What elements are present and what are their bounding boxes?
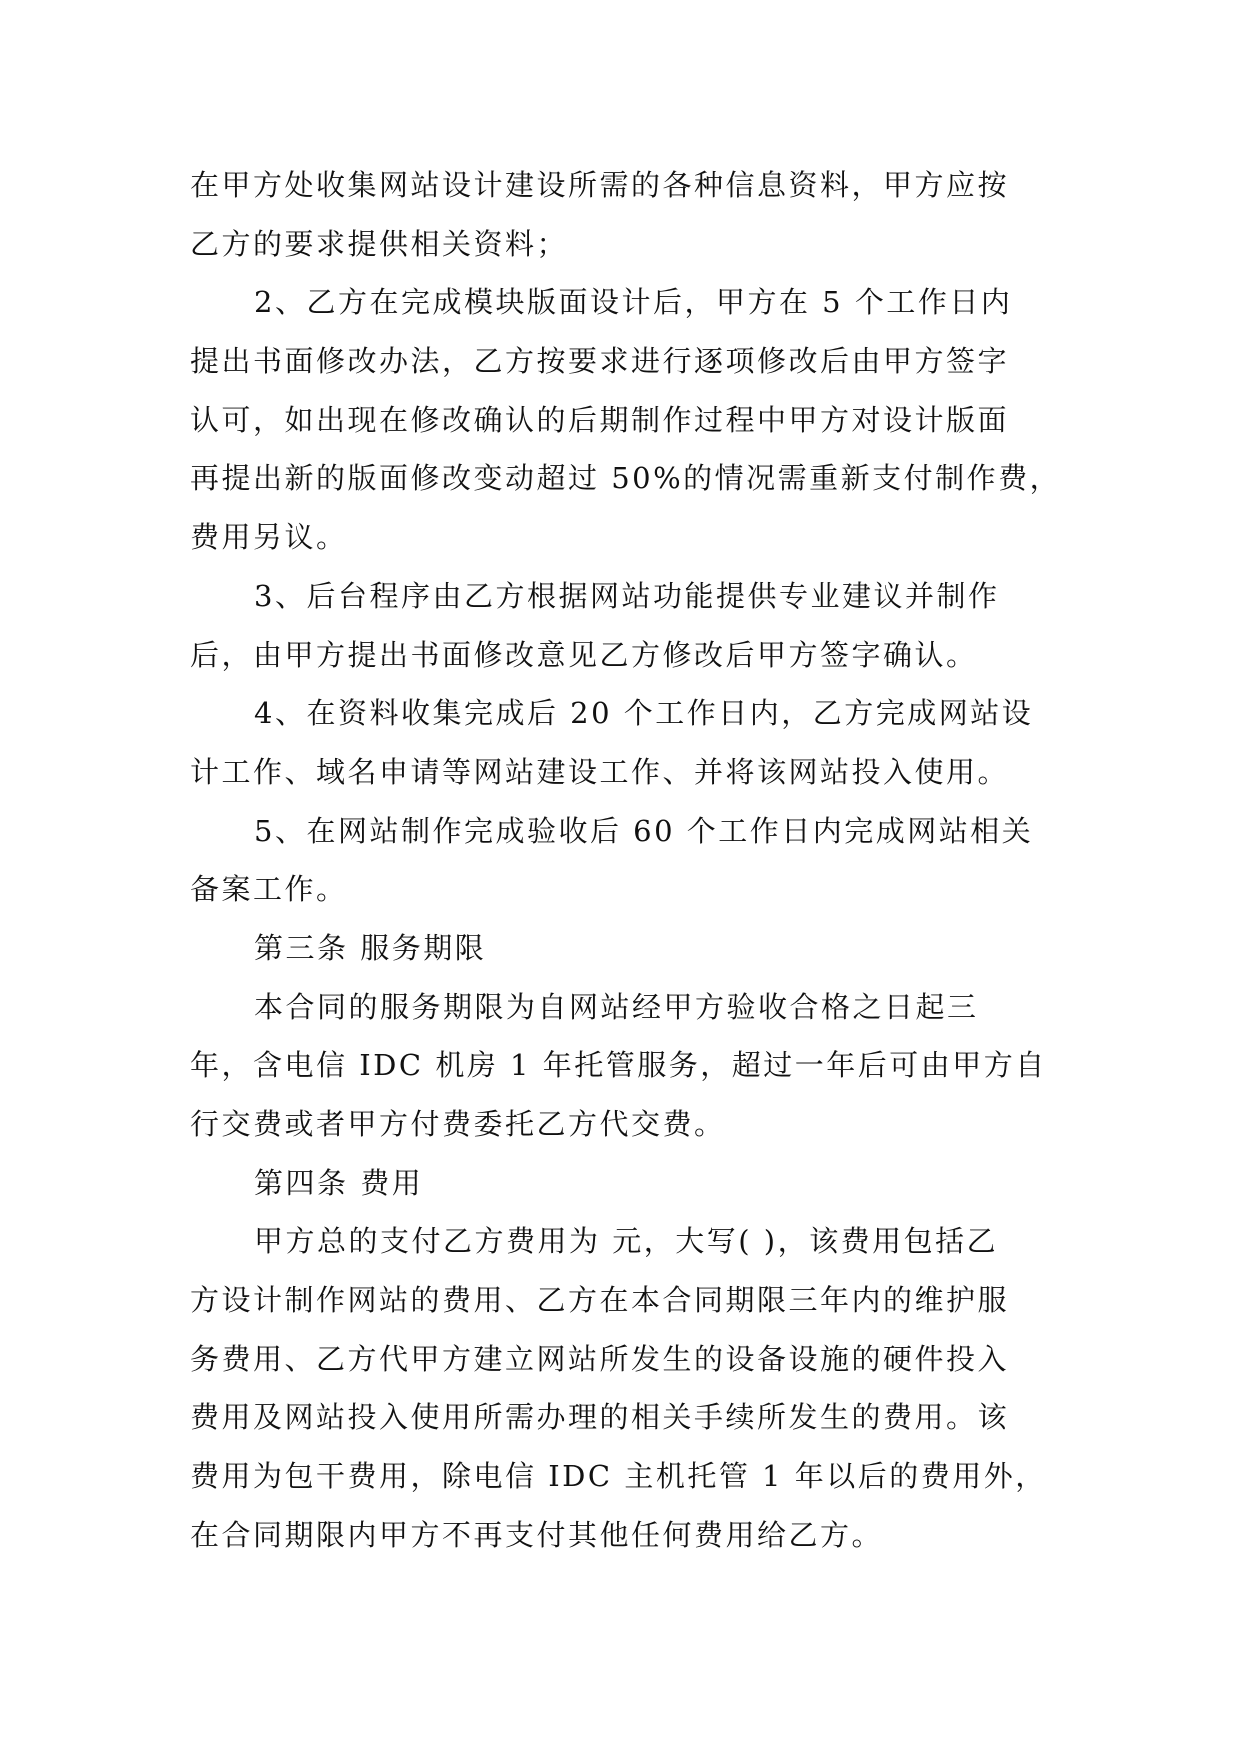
text-line: 第三条 服务期限 bbox=[254, 930, 487, 965]
text-line: 再提出新的版面修改变动超过 50%的情况需重新支付制作费， bbox=[190, 461, 1062, 496]
text-line: 在合同期限内甲方不再支付其他任何费用给乙方。 bbox=[190, 1517, 884, 1552]
text-line: 提出书面修改办法，乙方按要求进行逐项修改后由甲方签字 bbox=[190, 344, 1010, 379]
text-line: 年，含电信 IDC 机房 1 年托管服务，超过一年后可由甲方自 bbox=[190, 1048, 1047, 1083]
text-line: 计工作、域名申请等网站建设工作、并将该网站投入使用。 bbox=[190, 754, 1010, 789]
text-line: 乙方的要求提供相关资料； bbox=[190, 226, 569, 261]
text-line: 后，由甲方提出书面修改意见乙方修改后甲方签字确认。 bbox=[190, 637, 978, 672]
text-line: 本合同的服务期限为自网站经甲方验收合格之日起三 bbox=[254, 989, 979, 1024]
text-line: 费用及网站投入使用所需办理的相关手续所发生的费用。该 bbox=[190, 1400, 1010, 1435]
text-line: 2、乙方在完成模块版面设计后，甲方在 5 个工作日内 bbox=[254, 285, 1013, 320]
text-line: 4、在资料收集完成后 20 个工作日内，乙方完成网站设 bbox=[254, 696, 1034, 731]
text-line: 3、后台程序由乙方根据网站功能提供专业建议并制作 bbox=[254, 578, 1000, 613]
text-line: 认可，如出现在修改确认的后期制作过程中甲方对设计版面 bbox=[190, 402, 1010, 437]
text-line: 备案工作。 bbox=[190, 872, 348, 907]
text-line: 5、在网站制作完成验收后 60 个工作日内完成网站相关 bbox=[254, 813, 1034, 848]
text-line: 费用另议。 bbox=[190, 520, 348, 555]
text-line: 务费用、乙方代甲方建立网站所发生的设备设施的硬件投入 bbox=[190, 1341, 1010, 1376]
text-line: 行交费或者甲方付费委托乙方代交费。 bbox=[190, 1107, 726, 1141]
text-line: 甲方总的支付乙方费用为 元，大写( )，该费用包括乙 bbox=[254, 1224, 999, 1259]
document-body bbox=[190, 156, 1062, 1565]
text-line: 方设计制作网站的费用、乙方在本合同期限三年内的维护服 bbox=[190, 1283, 1010, 1318]
text-line: 第四条 费用 bbox=[254, 1165, 424, 1200]
text-line: 在甲方处收集网站设计建设所需的各种信息资料，甲方应按 bbox=[190, 168, 1010, 202]
text-line: 费用为包干费用，除电信 IDC 主机托管 1 年以后的费用外， bbox=[190, 1459, 1047, 1494]
